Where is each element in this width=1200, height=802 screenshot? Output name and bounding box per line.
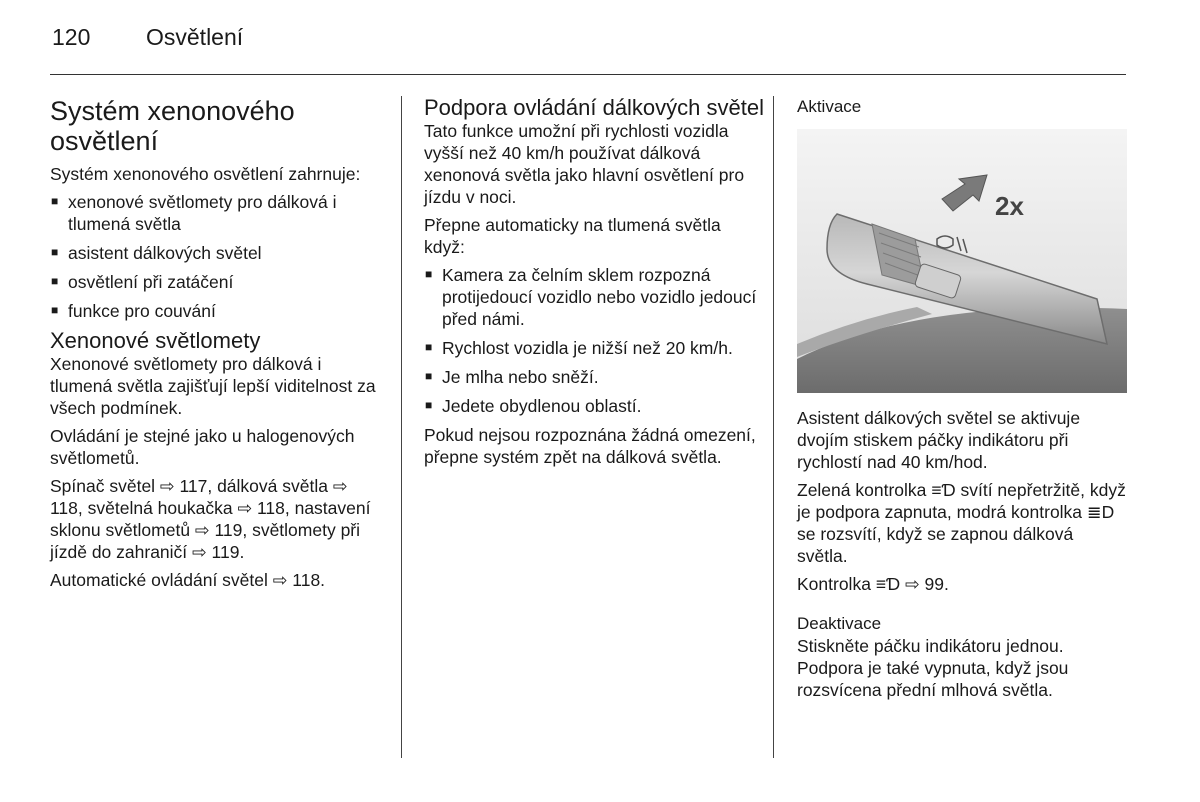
list-item: ■ Rychlost vozidla je nižší než 20 km/h. [424, 337, 764, 359]
paragraph: Pokud nejsou rozpoznána žádná omezení, přepne systém zpět na dálková světla. [424, 425, 756, 467]
column-divider-2 [773, 96, 774, 758]
list-item: ■ asistent dálkových světel [50, 242, 380, 264]
xenon-system-list [50, 191, 380, 322]
column-divider-1 [401, 96, 402, 758]
header-divider [50, 74, 1126, 75]
paragraph: Tato funkce umožní při rychlosti vozidla vyšší než 40 km/h používat dálková xenonová světla jako hlavní osvětlení pro jízdu v noci. [424, 121, 745, 207]
cross-reference-paragraph: Spínač světel ⇨ 117, dálková světla ⇨ 118, světelná houkačka ⇨ 118, nastavení sklonu světlometů ⇨ 119, světlomety při jízdě do zahraničí ⇨ 119. [50, 476, 371, 562]
indicator-paragraph: Zelená kontrolka ≡Ɗ svítí nepřetržitě, když je podpora zapnuta, modrá kontrolka ≣D se rozsvítí, když se zapnou dálková světla. [797, 480, 1126, 566]
paragraph: Xenonové světlomety pro dálková i tlumená světla zajišťují lepší viditelnost za všech podmínek. [50, 354, 376, 418]
cross-reference-paragraph: Automatické ovládání světel ⇨ 118. [50, 570, 326, 590]
xenon-system-heading: Systém xenonového osvětlení [50, 96, 295, 156]
switch-conditions-list [424, 264, 764, 417]
paragraph: Stiskněte páčku indikátoru jednou. Podpora je také vypnuta, když jsou rozsvícena přední mlhová světla. [797, 636, 1069, 700]
column-3 [797, 96, 1127, 707]
list-item: ■ xenonové světlomety pro dálková i tlumená světla [50, 191, 380, 235]
paragraph: Asistent dálkových světel se aktivuje dvojím stiskem páčky indikátoru při rychlostí nad 40 km/hod. [797, 408, 1081, 472]
indicator-stalk-illustration [797, 129, 1127, 393]
page-header [52, 24, 243, 58]
column-2 [424, 96, 764, 474]
list-item: ■ Je mlha nebo sněží. [424, 366, 764, 388]
xenon-system-intro: Systém xenonového osvětlení zahrnuje: [50, 164, 361, 184]
list-item: ■ Jedete obydlenou oblastí. [424, 395, 764, 417]
column-1 [50, 96, 380, 597]
activation-heading: Aktivace [797, 97, 862, 116]
list-item: ■ funkce pro couvání [50, 300, 380, 322]
list-item: ■ Kamera za čelním sklem rozpozná protijedoucí vozidlo nebo vozidlo jedoucí před námi. [424, 264, 764, 330]
cross-reference-paragraph: Kontrolka ≡Ɗ ⇨ 99. [797, 574, 949, 594]
page-number: 120 [52, 24, 91, 50]
paragraph: Ovládání je stejné jako u halogenových světlometů. [50, 426, 355, 468]
high-beam-assist-heading: Podpora ovládání dálkových světel [424, 95, 764, 120]
push-count-label: 2x [995, 191, 1024, 221]
page-section-title: Osvětlení [146, 24, 244, 50]
deactivation-heading: Deaktivace [797, 614, 882, 633]
xenon-headlights-heading: Xenonové světlomety [50, 328, 261, 353]
list-item: ■ osvětlení při zatáčení [50, 271, 380, 293]
paragraph: Přepne automaticky na tlumená světla když: [424, 215, 721, 257]
